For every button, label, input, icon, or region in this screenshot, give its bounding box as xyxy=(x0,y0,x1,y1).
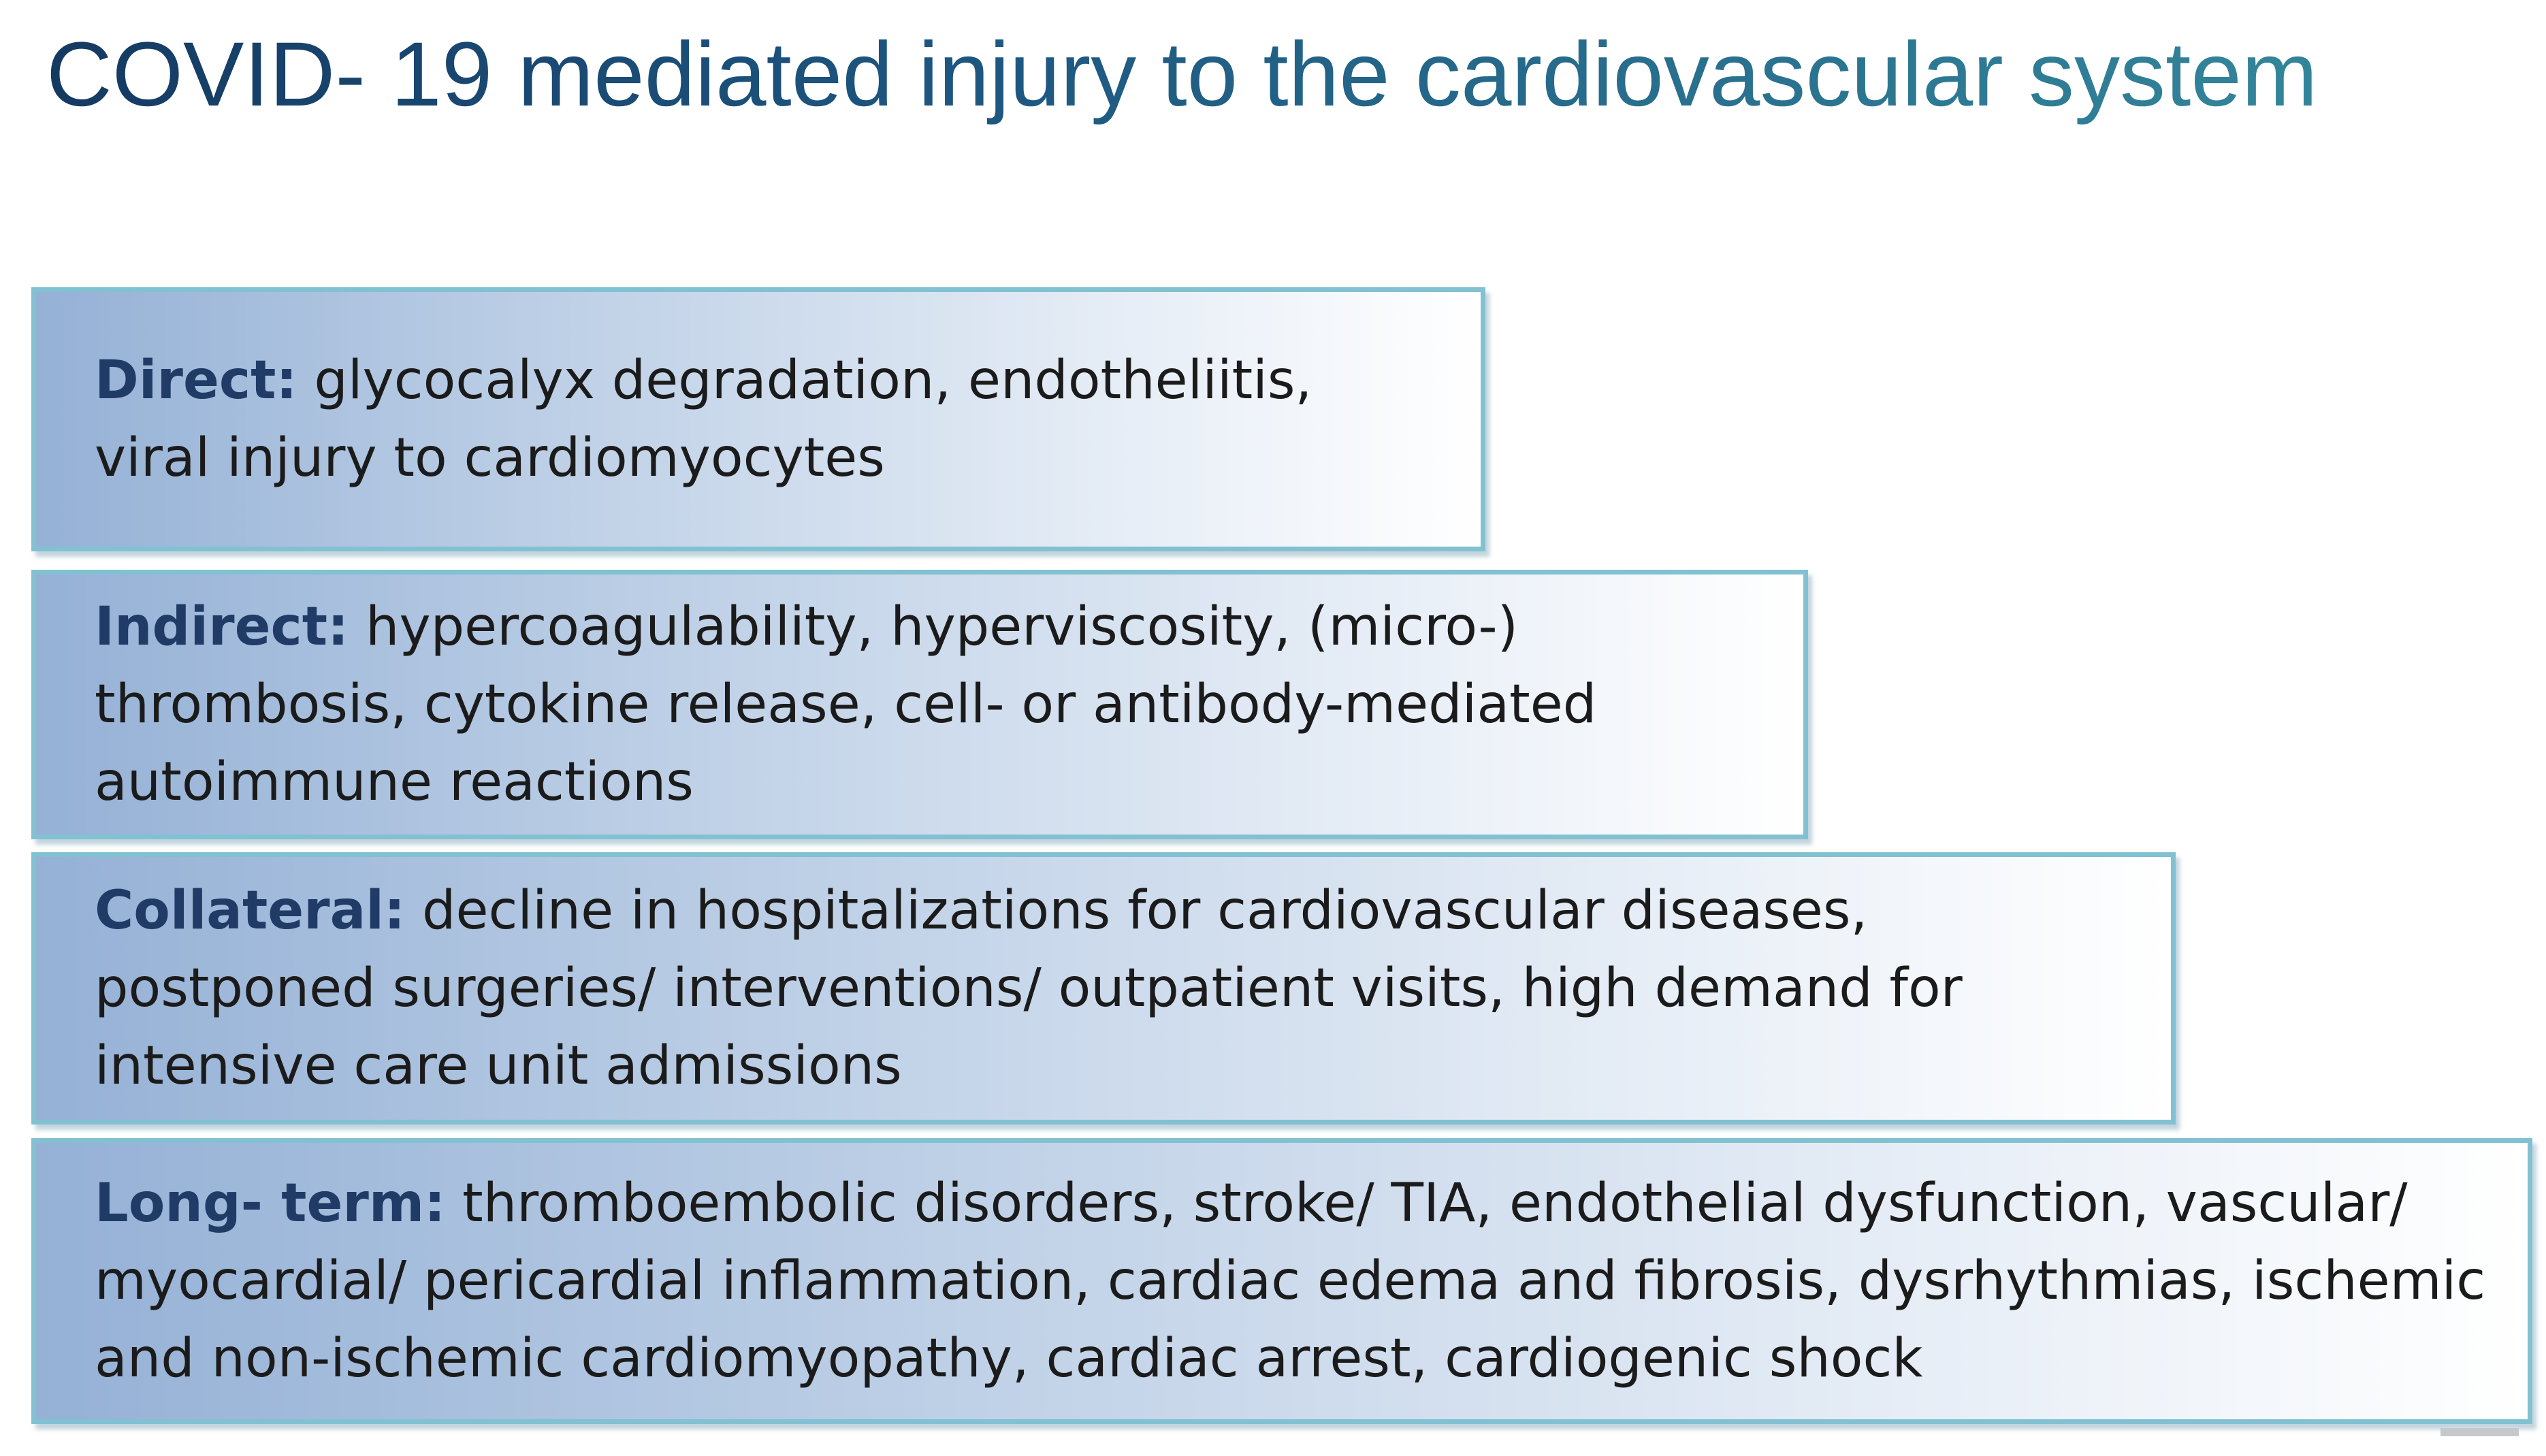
box-direct-text xyxy=(95,342,1429,497)
box-collateral-label: Collateral: xyxy=(95,880,406,941)
box-collateral xyxy=(31,852,2176,1125)
box-direct-body: glycocalyx degradation, endotheliitis, viral injury to cardiomyocytes xyxy=(95,350,1312,489)
box-indirect-label: Indirect: xyxy=(95,596,349,658)
box-direct-label: Direct: xyxy=(95,350,297,411)
box-collateral-body: decline in hospitalizations for cardiovascular diseases, postponed surgeries/ interventions/ outpatient visits, high demand for intensive care unit admissions xyxy=(95,880,1963,1097)
box-collateral-text xyxy=(95,872,2144,1105)
box-long-term-text xyxy=(95,1165,2500,1397)
box-long-term xyxy=(31,1138,2532,1424)
box-indirect-body: hypercoagulability, hyperviscosity, (micro-) thrombosis, cytokine release, cell- or antibody-mediated autoimmune reactions xyxy=(95,596,1597,813)
box-indirect-text xyxy=(95,588,1756,821)
box-indirect xyxy=(31,570,1808,839)
box-long-term-label: Long- term: xyxy=(95,1173,446,1234)
box-long-term-body: thromboembolic disorders, stroke/ TIA, endothelial dysfunction, vascular/ myocardial/ pericardial inflammation, cardiac edema and fibrosis, dysrhythmias, ischemic and non-ischemic cardiomyopathy, cardiac arrest, cardiogenic shock xyxy=(95,1173,2486,1389)
corner-shadow-mark xyxy=(2440,1428,2519,1436)
box-direct xyxy=(31,287,1485,551)
diagram-title: COVID- 19 mediated injury to the cardiovascular system xyxy=(46,20,2317,129)
